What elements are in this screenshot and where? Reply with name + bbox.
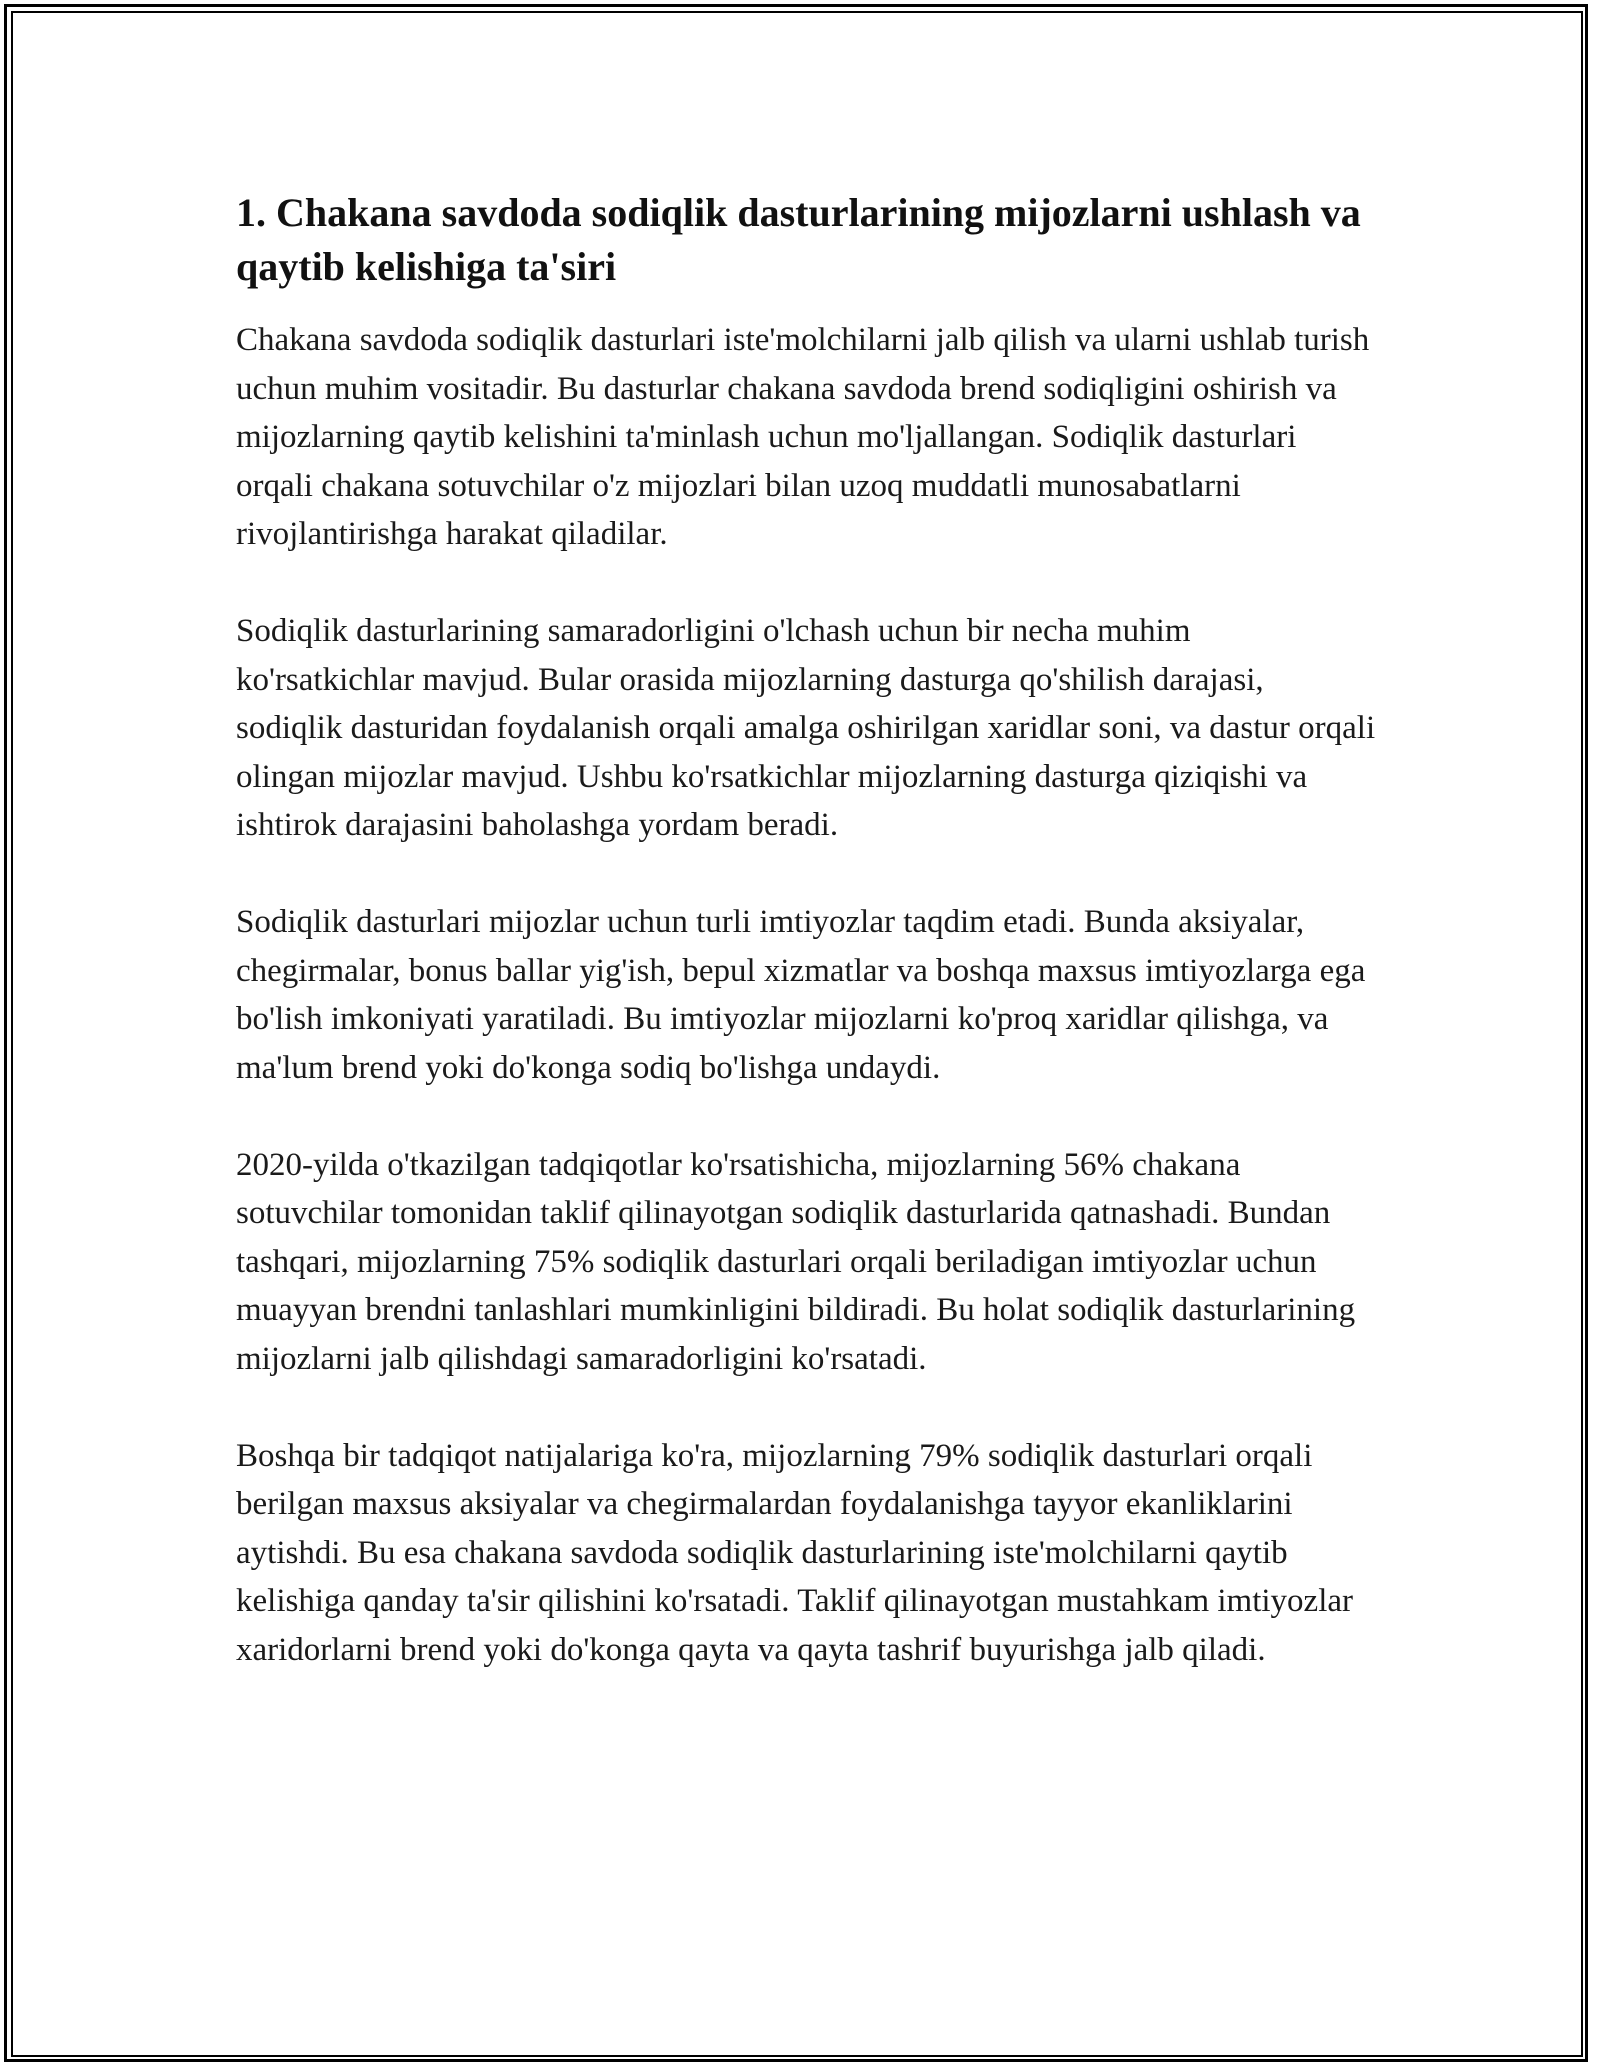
paragraph-benefits: Sodiqlik dasturlari mijozlar uchun turli imtiyozlar taqdim etadi. Bunda aksiyalar, chegirmalar, bonus ballar yig'ish, bepul xizmatlar va boshqa maxsus imtiyozlarga ega bo'lish imkoniyati yaratiladi. Bu imtiyozlar mijozlarni ko'proq xaridlar qilishga, va ma'lum brend yoki do'konga sodiq bo'lishga undaydi. — [236, 904, 1366, 1086]
paragraph-research-2020: 2020-yilda o'tkazilgan tadqiqotlar ko'rsatishicha, mijozlarning 56% chakana sotuvchilar tomonidan taklif qilinayotgan sodiqlik dasturlarida qatnashadi. Bundan tashqari, mijozlarning 75% sodiqlik dasturlari orqali beriladigan imtiyozlar uchun muayyan brendni tanlashlari mumkinligini bildiradi. Bu holat sodiqlik dasturlarining mijozlarni jalb qilishdagi samaradorligini ko'rsatadi. — [236, 1146, 1356, 1377]
paragraph-research-other: Boshqa bir tadqiqot natijalariga ko'ra, mijozlarning 79% sodiqlik dasturlari orqali berilgan maxsus aksiyalar va chegirmalardan foydalanishga tayyor ekanliklarini aytishdi. Bu esa chakana savdoda sodiqlik dasturlarining iste'molchilarni qaytib kelishiga qanday ta'sir qilishini ko'rsatadi. Taklif qilinayotgan mustahkam imtiyozlar xaridorlarni brend yoki do'konga qayta va qayta tashrif buyurishga jalb qiladi. — [236, 1437, 1354, 1668]
document-body — [236, 186, 1376, 1723]
paragraph-intro: Chakana savdoda sodiqlik dasturlari iste'molchilarni jalb qilish va ularni ushlab turish uchun muhim vositadir. Bu dasturlar chakana savdoda brend sodiqligini oshirish va mijozlarning qaytib kelishini ta'minlash uchun mo'ljallangan. Sodiqlik dasturlari orqali chakana sotuvchilar o'z mijozlari bilan uzoq muddatli munosabatlarni rivojlantirishga harakat qiladilar. — [236, 322, 1370, 552]
paragraph-metrics: Sodiqlik dasturlarining samaradorligini o'lchash uchun bir necha muhim ko'rsatkichlar mavjud. Bular orasida mijozlarning dasturga qo'shilish darajasi, sodiqlik dasturidan foydalanish orqali amalga oshirilgan xaridlar soni, va dastur orqali olingan mijozlar mavjud. Ushbu ko'rsatkichlar mijozlarning dasturga qiziqishi va ishtirok darajasini baholashga yordam beradi. — [236, 613, 1376, 843]
document-title: 1. Chakana savdoda sodiqlik dasturlarining mijozlarni ushlash va qaytib kelishiga ta'siri — [236, 190, 1361, 289]
